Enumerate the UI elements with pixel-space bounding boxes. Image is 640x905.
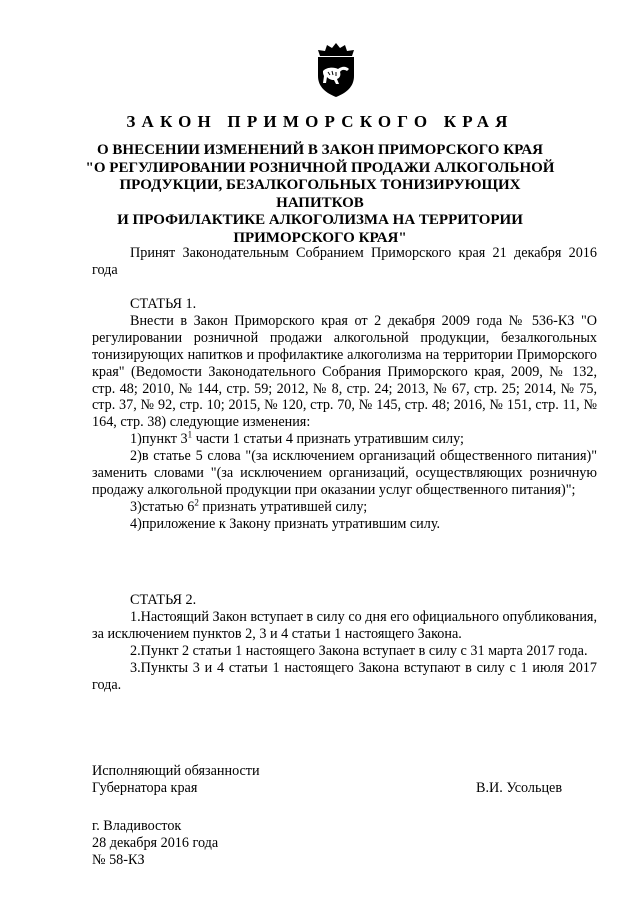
adoption-text: Принят Законодательным Собранием Приморского края 21 декабря 2016 года [92, 245, 597, 278]
article-2 [92, 592, 597, 693]
law-number: № 58-КЗ [92, 851, 145, 868]
signatory-name: В.И. Усольцев [476, 780, 563, 796]
article-2-heading: СТАТЬЯ 2. [130, 592, 197, 608]
law-title: ЗАКОН ПРИМОРСКОГО КРАЯ [126, 112, 514, 131]
article-1-item-3: 3)статью $6^2$ признать утратившей силу; [130, 497, 368, 515]
article-1-intro: Внести в Закон Приморского края от 2 декабря 2009 года № 536-КЗ "О регулировании розничной продажи алкогольной продукции, безалкогольных тонизирующих напитков и профилактике алкоголизма на территории Приморского края" (Ведомости Законодательного Собрания Приморского края, 2009, № 132, стр. 48; 2010, № 144, стр. 59; 2012, № 8, стр. 24; 2013, № 67, стр. 25; 2014, № 75, стр. 37, № 92, стр. 10; 2015, № 120, стр. 70, № 145, стр. 48; 2016, № 151, стр. 11, № 164, стр. 38) следующие изменения: [92, 312, 597, 431]
signatory-position [92, 763, 260, 797]
article-2-paragraph-2: 2.Пункт 2 статьи 1 настоящего Закона вступает в силу с 31 марта 2017 года. [130, 642, 588, 659]
position-line: Губернатора края [92, 780, 198, 796]
subject-line: И ПРОФИЛАКТИКЕ АЛКОГОЛИЗМА НА ТЕРРИТОРИИ [117, 212, 523, 228]
article-1 [92, 296, 597, 533]
article-1-item-1: 1)пункт $3^1$ части 1 статьи 4 признать утратившим силу; [130, 429, 464, 448]
article-2-paragraph-3: 3.Пункты 3 и 4 статьи 1 настоящего Закона вступают в силу с 1 июля 2017 года. [92, 659, 597, 693]
law-subject [80, 142, 560, 247]
coat-of-arms-icon [314, 42, 358, 98]
subject-line: ПРОДУКЦИИ, БЕЗАЛКОГОЛЬНЫХ ТОНИЗИРУЮЩИХ НАПИТКОВ [119, 177, 521, 211]
place-date-number [92, 818, 218, 868]
position-line: Исполняющий обязанности [92, 763, 260, 779]
adoption-block [92, 245, 597, 279]
article-2-paragraph-1: 1.Настоящий Закон вступает в силу со дня его официального опубликования, за исключением пунктов 2, 3 и 4 статьи 1 настоящего Закона. [92, 608, 597, 642]
subject-line: ПРИМОРСКОГО КРАЯ" [233, 229, 407, 246]
subject-line: "О РЕГУЛИРОВАНИИ РОЗНИЧНОЙ ПРОДАЖИ АЛКОГОЛЬНОЙ [85, 159, 555, 176]
article-1-item-4: 4)приложение к Закону признать утратившим силу. [130, 515, 441, 532]
city: г. Владивосток [92, 818, 182, 834]
date: 28 декабря 2016 года [92, 834, 219, 851]
article-1-heading: СТАТЬЯ 1. [130, 296, 197, 312]
subject-line: О ВНЕСЕНИИ ИЗМЕНЕНИЙ В ЗАКОН ПРИМОРСКОГО КРАЯ [97, 142, 543, 158]
article-1-item-2: 2)в статье 5 слова "(за исключением организаций общественного питания)" заменить словами "(за исключением организаций, осуществляющих розничную продажу алкогольной продукции при оказании услуг общественного питания)"; [92, 448, 597, 498]
